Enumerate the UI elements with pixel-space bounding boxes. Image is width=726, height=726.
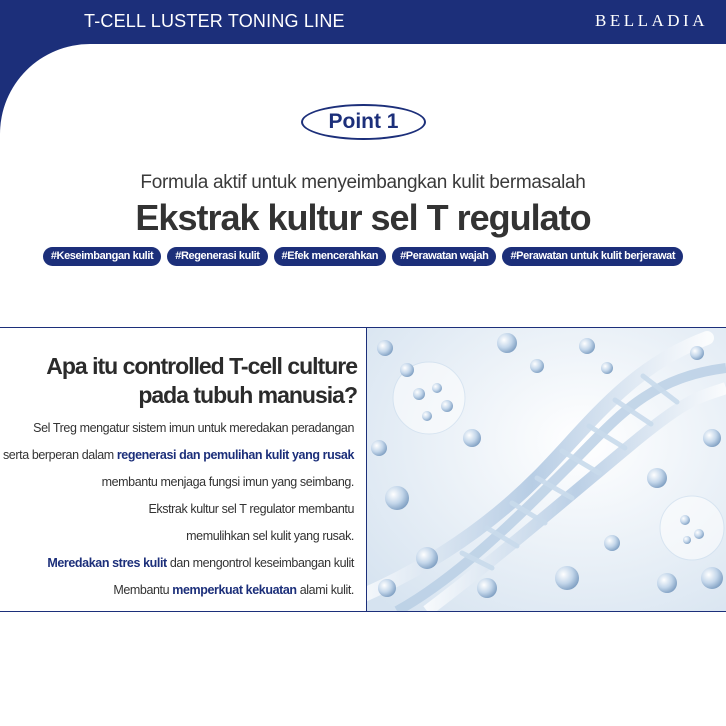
question-title: Apa itu controlled T-cell culture pada tubuh manusia? bbox=[46, 353, 357, 408]
info-section bbox=[0, 327, 726, 612]
body-line: Ekstrak kultur sel T regulator membantu bbox=[148, 502, 354, 516]
body-line: memulihkan sel kulit yang rusak. bbox=[186, 529, 354, 543]
body-line: Membantu memperkuat kekuatan alami kulit. bbox=[113, 583, 354, 597]
header-title: T-CELL LUSTER TONING LINE bbox=[84, 11, 345, 31]
tag-badge: #Perawatan untuk kulit berjerawat bbox=[502, 247, 683, 266]
body-line: serta berperan dalam regenerasi dan pemulihan kulit yang rusak bbox=[2, 448, 354, 462]
tag-badge: #Keseimbangan kulit bbox=[43, 247, 161, 266]
dna-helix-illustration bbox=[367, 328, 726, 611]
body-line: membantu menjaga fungsi imun yang seimbang. bbox=[101, 475, 354, 489]
tag-badge: #Perawatan wajah bbox=[392, 247, 496, 266]
body-text bbox=[3, 420, 354, 609]
body-line: Sel Treg mengatur sistem imun untuk meredakan peradangan bbox=[33, 421, 354, 435]
dna-molecule-image bbox=[367, 328, 726, 611]
body-line: Meredakan stres kulit dan mengontrol keseimbangan kulit bbox=[47, 556, 354, 570]
tag-badge: #Efek mencerahkan bbox=[274, 247, 387, 266]
tag-badge: #Regenerasi kulit bbox=[167, 247, 267, 266]
point-badge: Point 1 bbox=[301, 104, 426, 140]
intro-subtitle: Formula aktif untuk menyeimbangkan kulit bermasalah bbox=[140, 172, 586, 193]
info-text-column bbox=[0, 328, 366, 611]
tag-list bbox=[0, 247, 726, 266]
brand-logo: BELLADIA bbox=[595, 11, 708, 30]
intro-headline: Ekstrak kultur sel T regulato bbox=[135, 197, 591, 238]
